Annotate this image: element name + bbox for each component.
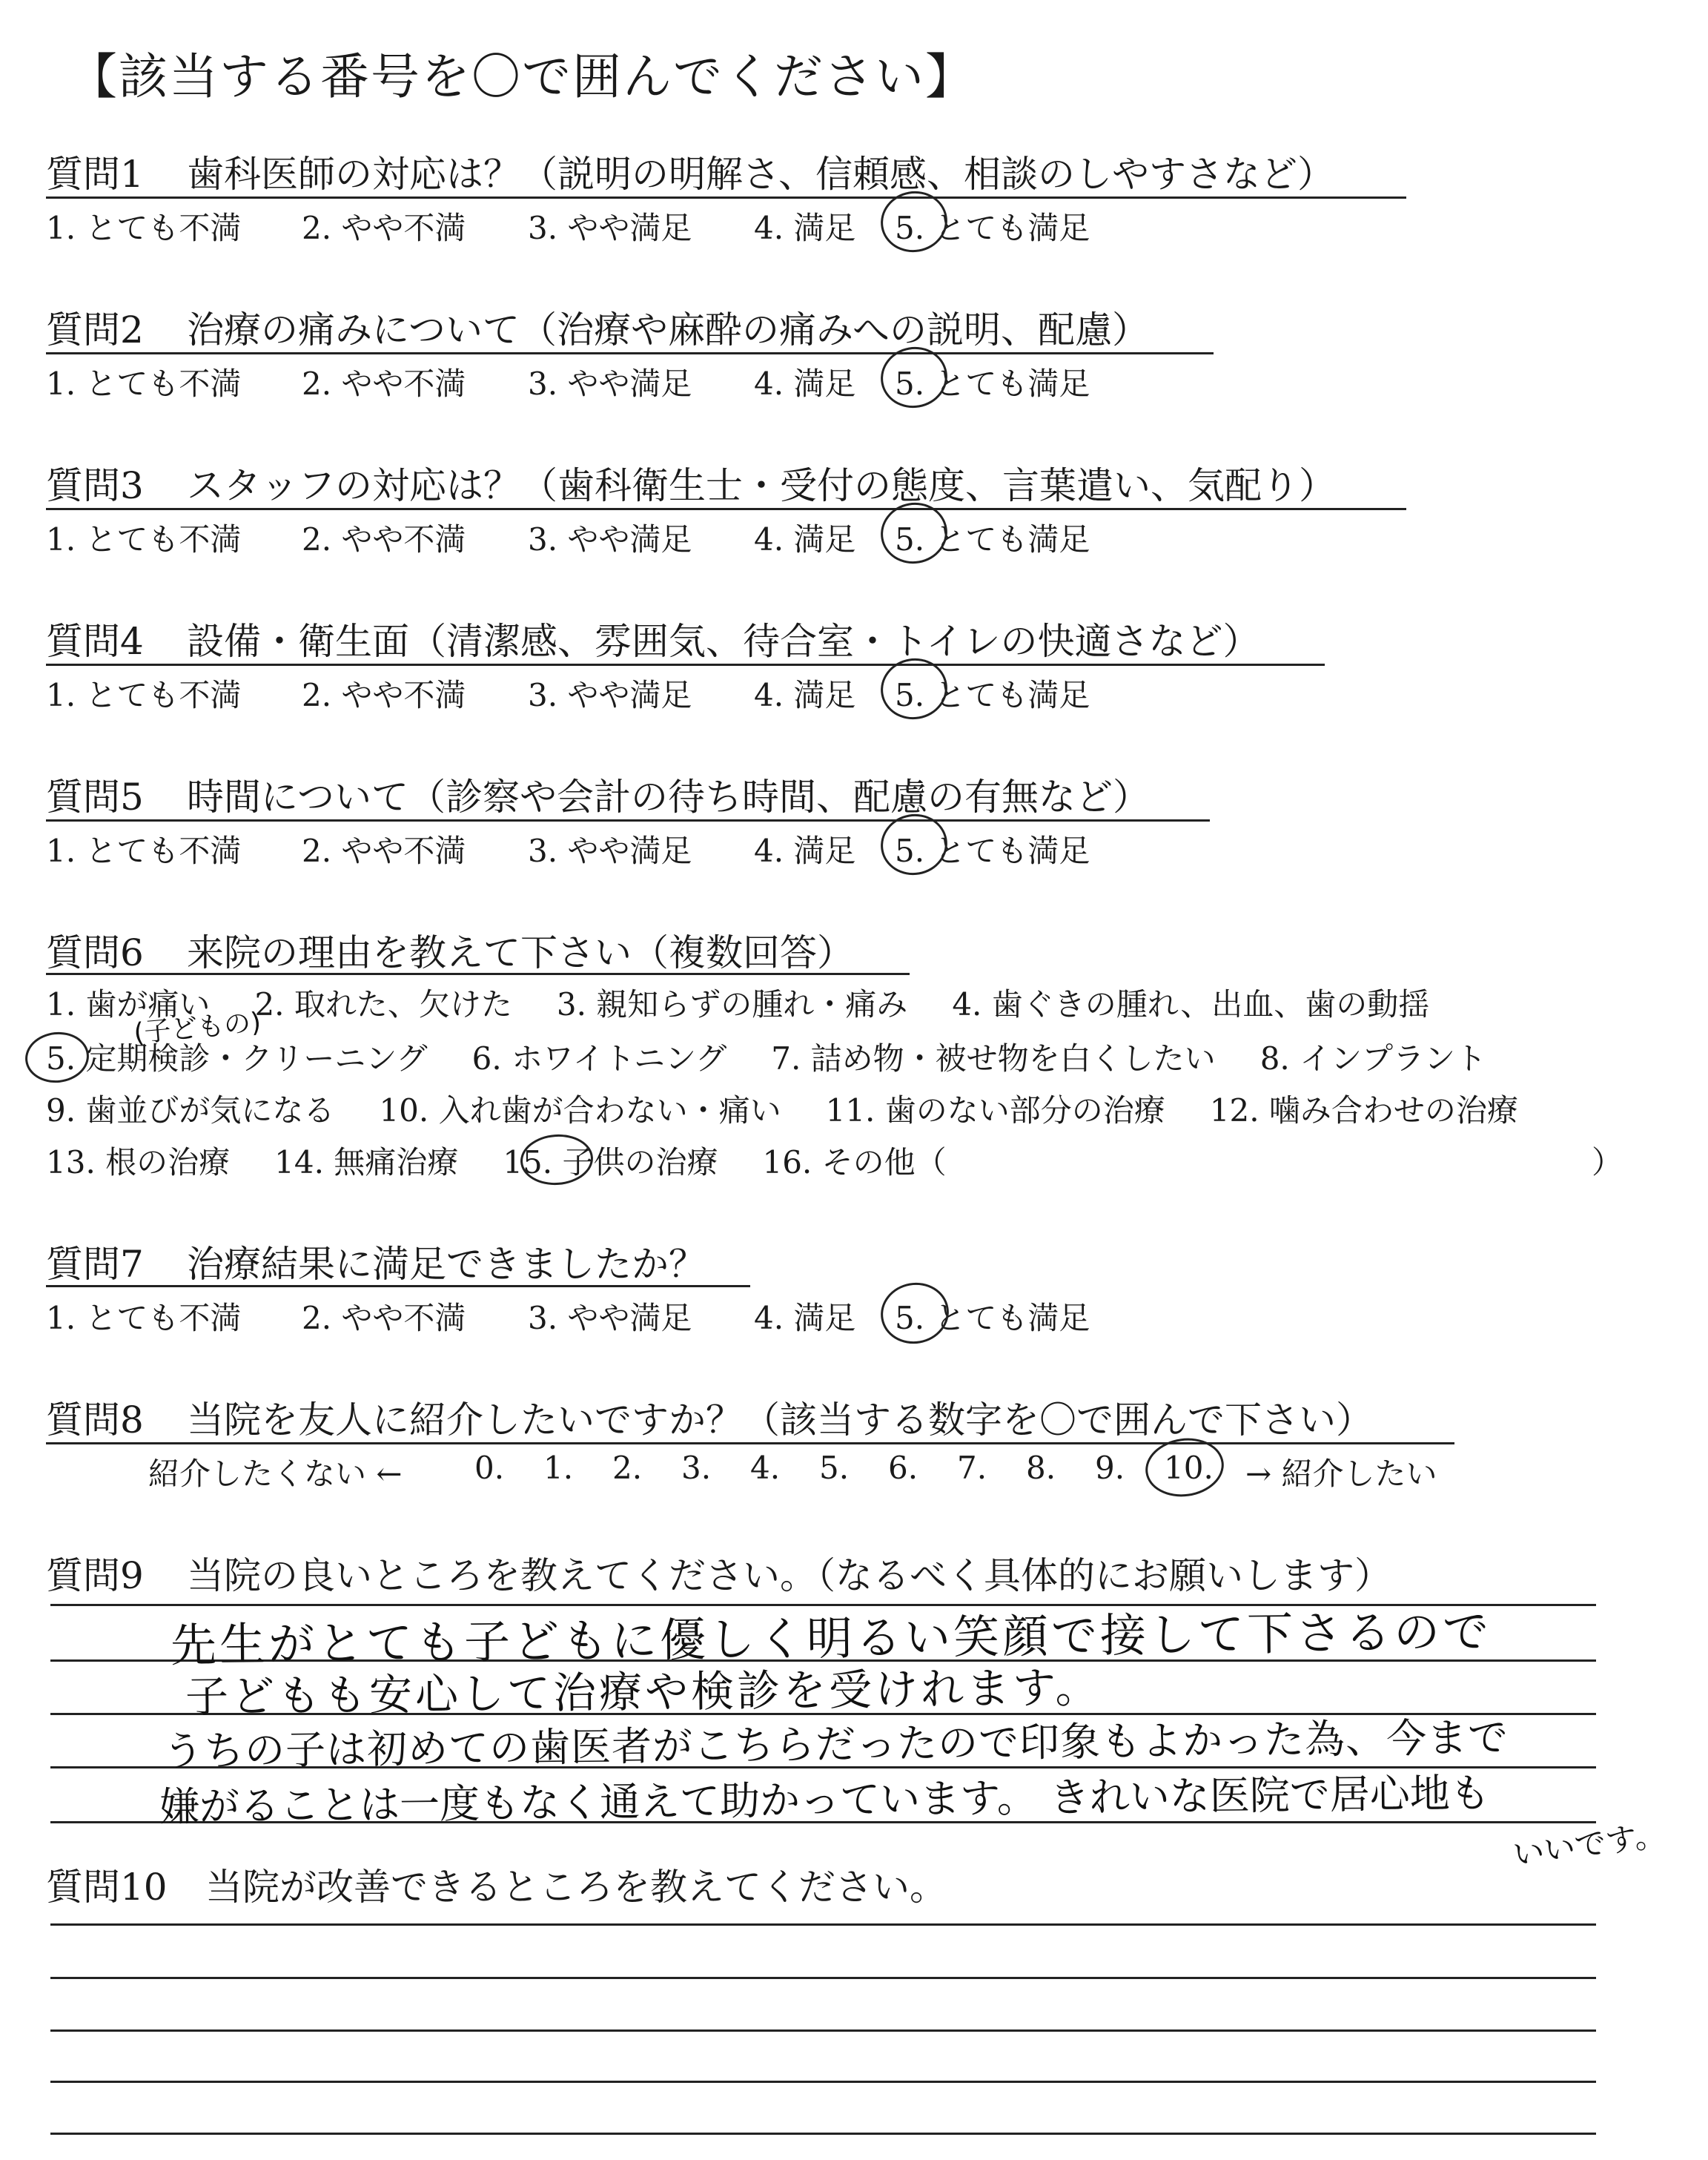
- q4-label: 質問4: [46, 620, 144, 663]
- q1-text: 歯科医師の対応は？（説明の明解さ、信頼感、相談のしやすさなど）: [187, 153, 1334, 196]
- q8-label: 質問8: [46, 1398, 144, 1441]
- q5-underline: [46, 819, 1210, 822]
- q1-opt-2[interactable]: 2. やや不満: [302, 210, 466, 246]
- q2-heading: [46, 300, 1149, 354]
- q5-opt-3[interactable]: 3. やや満足: [528, 833, 692, 869]
- q8-scale-10[interactable]: 10.: [1164, 1450, 1214, 1486]
- q5-opt-2[interactable]: 2. やや不満: [302, 833, 466, 869]
- q7-label: 質問7: [46, 1243, 144, 1286]
- q8-right-label: → 紹介したい: [1245, 1456, 1437, 1492]
- q2-label: 質問2: [46, 308, 144, 351]
- q7-opt-1[interactable]: 1. とても不満: [46, 1300, 242, 1336]
- q5-opt-5[interactable]: 5. とても満足: [895, 833, 1090, 869]
- q6-opt-13[interactable]: 13. 根の治療: [46, 1144, 231, 1180]
- q7-opt-4[interactable]: 4. 満足: [754, 1300, 856, 1336]
- q3-opt-4[interactable]: 4. 満足: [754, 521, 856, 558]
- q1-heading: [46, 145, 1334, 198]
- q4-text: 設備・衛生面（清潔感、雰囲気、待合室・トイレの快適さなど）: [187, 620, 1260, 663]
- q4-opt-3[interactable]: 3. やや満足: [528, 677, 692, 713]
- q6-row2: [46, 1034, 1486, 1079]
- q1-underline: [46, 196, 1406, 199]
- q8-heading: [46, 1390, 1373, 1444]
- q5-opt-1[interactable]: 1. とても不満: [46, 833, 242, 869]
- q3-opt-1[interactable]: 1. とても不満: [46, 521, 242, 558]
- q2-opt-1[interactable]: 1. とても不満: [46, 366, 242, 402]
- q6-opt-7[interactable]: 7. 詰め物・被せ物を白くしたい: [771, 1040, 1216, 1077]
- q9-label: 質問9: [46, 1554, 144, 1597]
- q10-rule-5: [50, 2133, 1596, 2135]
- q1-opt-3[interactable]: 3. やや満足: [528, 210, 692, 246]
- q8-scale-9[interactable]: 9.: [1095, 1450, 1125, 1486]
- q9-heading: [46, 1546, 1391, 1599]
- q8-scale-1[interactable]: 1.: [543, 1450, 574, 1486]
- q6-opt-2[interactable]: 2. 取れた、欠けた: [254, 986, 512, 1023]
- q3-label: 質問3: [46, 464, 144, 507]
- q7-underline: [46, 1285, 750, 1287]
- q8-scale-6[interactable]: 6.: [888, 1450, 918, 1486]
- q8-underline: [46, 1442, 1454, 1444]
- q6-other-close-paren: ）: [1592, 1144, 1623, 1180]
- q7-opt-3[interactable]: 3. やや満足: [528, 1300, 692, 1336]
- q10-heading: [46, 1857, 947, 1911]
- q10-text: 当院が改善できるところを教えてください。: [205, 1866, 947, 1909]
- q8-left-label: 紹介したくない ←: [148, 1456, 403, 1492]
- q7-opt-5[interactable]: 5. とても満足: [895, 1300, 1090, 1336]
- q1-opt-4[interactable]: 4. 満足: [754, 210, 856, 246]
- q6-opt-5[interactable]: 5. 定期検診・クリーニング: [46, 1040, 428, 1077]
- q6-label: 質問6: [46, 931, 144, 974]
- q4-opt-1[interactable]: 1. とても不満: [46, 677, 242, 713]
- q3-opt-3[interactable]: 3. やや満足: [528, 521, 692, 558]
- q6-opt-10[interactable]: 10. 入れ歯が合わない・痛い: [379, 1092, 781, 1129]
- q2-text: 治療の痛みについて（治療や麻酔の痛みへの説明、配慮）: [187, 308, 1149, 351]
- q6-opt-9[interactable]: 9. 歯並びが気になる: [46, 1092, 335, 1129]
- q3-opt-2[interactable]: 2. やや不満: [302, 521, 466, 558]
- q1-opt-1[interactable]: 1. とても不満: [46, 210, 242, 246]
- q3-opt-5[interactable]: 5. とても満足: [895, 521, 1090, 558]
- q8-scale-3[interactable]: 3.: [681, 1450, 712, 1486]
- q6-opt-4[interactable]: 4. 歯ぐきの腫れ、出血、歯の動揺: [952, 986, 1430, 1023]
- q9-text: 当院の良いところを教えてください。（なるべく具体的にお願いします）: [187, 1554, 1391, 1597]
- q10-label: 質問10: [46, 1866, 168, 1909]
- form-title: 【該当する番号を〇で囲んでください】: [68, 48, 976, 105]
- q6-opt-6[interactable]: 6. ホワイトニング: [471, 1040, 727, 1077]
- q6-opt-8[interactable]: 8. インプラント: [1260, 1040, 1487, 1077]
- q6-heading: [46, 923, 854, 977]
- q6-row3: [46, 1086, 1518, 1131]
- q6-handwritten-note: (子どもの): [132, 1007, 262, 1049]
- q2-opt-4[interactable]: 4. 満足: [754, 366, 856, 402]
- q6-opt-12[interactable]: 12. 噛み合わせの治療: [1209, 1092, 1518, 1129]
- q8-scale-5[interactable]: 5.: [819, 1450, 850, 1486]
- q10-rule-1: [50, 1923, 1596, 1926]
- q4-opt-4[interactable]: 4. 満足: [754, 677, 856, 713]
- q10-rule-3: [50, 2029, 1596, 2032]
- q2-opt-2[interactable]: 2. やや不満: [302, 366, 466, 402]
- q8-scale-row: [148, 1450, 474, 1494]
- q9-answer-line-2: 子どもも安心して治療や検診を受けれます。: [185, 1662, 1102, 1723]
- q4-underline: [46, 664, 1325, 666]
- q1-label: 質問1: [46, 153, 144, 196]
- q6-opt-14[interactable]: 14. 無痛治療: [274, 1144, 459, 1180]
- q6-opt-16[interactable]: 16. その他（: [762, 1144, 947, 1180]
- q2-opt-3[interactable]: 3. やや満足: [528, 366, 692, 402]
- q10-rule-4: [50, 2081, 1596, 2083]
- q8-scale-7[interactable]: 7.: [957, 1450, 987, 1486]
- q8-scale-4[interactable]: 4.: [750, 1450, 781, 1486]
- q2-opt-5[interactable]: 5. とても満足: [895, 366, 1090, 402]
- q5-opt-4[interactable]: 4. 満足: [754, 833, 856, 869]
- q6-opt-1[interactable]: 1. 歯が痛い: [46, 986, 211, 1023]
- q7-heading: [46, 1235, 706, 1288]
- q8-scale-0[interactable]: 0.: [474, 1450, 505, 1486]
- q6-opt-11[interactable]: 11. 歯のない部分の治療: [825, 1092, 1165, 1129]
- q3-heading: [46, 456, 1336, 509]
- q1-opt-5[interactable]: 5. とても満足: [895, 210, 1090, 246]
- q2-underline: [46, 352, 1214, 354]
- q9-answer-line-5: いいです。: [1510, 1815, 1668, 1874]
- q3-underline: [46, 508, 1406, 510]
- q9-answer-line-1: 先生がとても子どもに優しく明るい笑顔で接して下さるので: [170, 1604, 1492, 1673]
- q3-text: スタッフの対応は？（歯科衛生士・受付の態度、言葉遣い、気配り）: [187, 464, 1336, 507]
- q10-rule-2: [50, 1977, 1596, 1979]
- q7-opt-2[interactable]: 2. やや不満: [302, 1300, 466, 1336]
- q4-opt-2[interactable]: 2. やや不満: [302, 677, 466, 713]
- q6-opt-3[interactable]: 3. 親知らずの腫れ・痛み: [556, 986, 908, 1023]
- q9-answer-line-3: うちの子は初めての歯医者がこちらだったので印象もよかった為、今まで: [162, 1714, 1509, 1775]
- q4-opt-5[interactable]: 5. とても満足: [895, 677, 1090, 713]
- q8-scale-8[interactable]: 8.: [1026, 1450, 1056, 1486]
- q5-text: 時間について（診察や会計の待ち時間、配慮の有無など）: [187, 776, 1150, 819]
- q7-text: 治療結果に満足できましたか？: [187, 1243, 706, 1286]
- q6-text: 来院の理由を教えて下さい（複数回答）: [187, 931, 854, 974]
- q9-answer-line-4: 嫌がることは一度もなく通えて助かっています。 きれいな医院で居心地も: [159, 1769, 1491, 1831]
- q6-row4: [46, 1138, 1623, 1183]
- q6-opt-15[interactable]: 15. 子供の治療: [503, 1144, 718, 1180]
- q6-underline: [46, 973, 910, 975]
- q8-text: 当院を友人に紹介したいですか？（該当する数字を〇で囲んで下さい）: [187, 1398, 1373, 1441]
- q5-heading: [46, 767, 1150, 821]
- q5-label: 質問5: [46, 776, 144, 819]
- q8-scale-2[interactable]: 2.: [612, 1450, 643, 1486]
- q4-heading: [46, 612, 1260, 665]
